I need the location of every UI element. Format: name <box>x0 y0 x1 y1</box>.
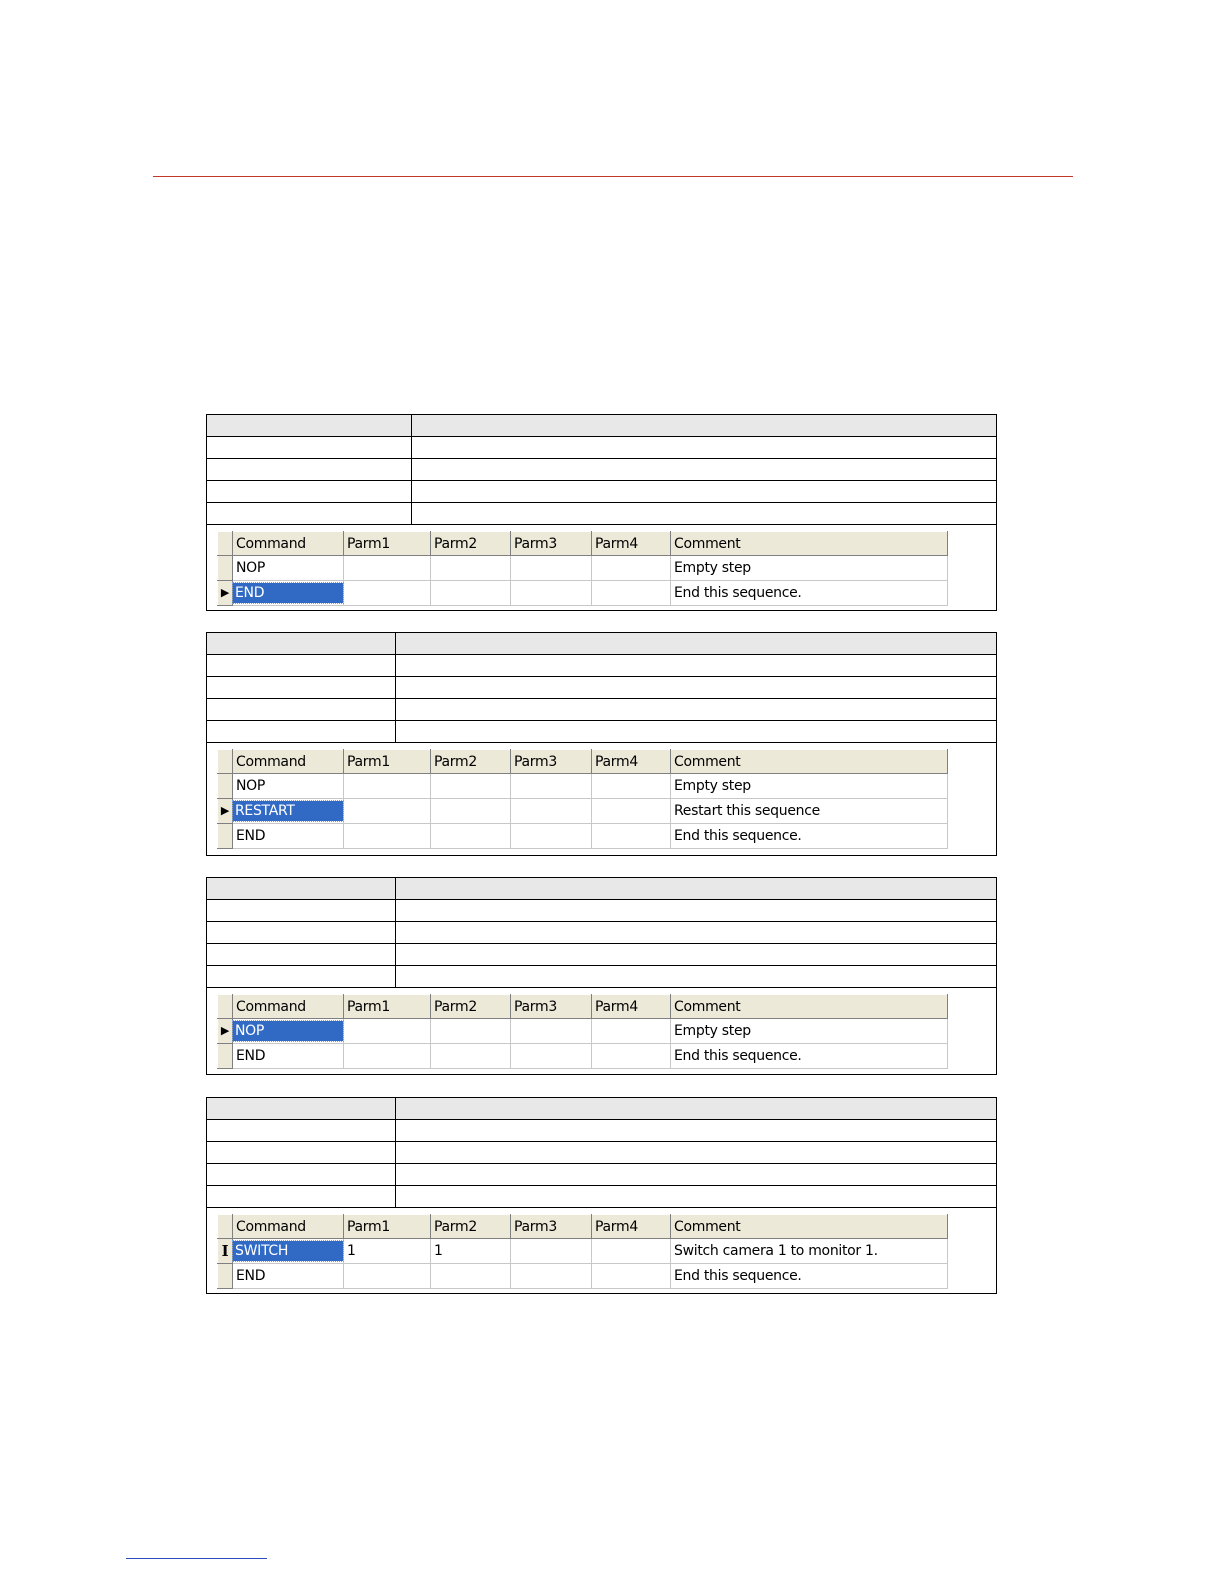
comment-cell[interactable]: Empty step <box>671 774 948 799</box>
command-cell-selected[interactable]: END <box>233 581 344 606</box>
row-indicator[interactable] <box>218 824 233 849</box>
parm2-cell[interactable] <box>431 581 511 606</box>
table-row[interactable] <box>218 556 948 581</box>
current-row-arrow-icon: ▶ <box>220 586 230 599</box>
comment-cell[interactable]: End this sequence. <box>671 1264 948 1289</box>
parm1-cell[interactable] <box>344 1019 431 1044</box>
column-header-parm1[interactable]: Parm1 <box>344 1215 431 1239</box>
sequence-block-1 <box>206 414 997 611</box>
column-header-comment[interactable]: Comment <box>671 750 948 774</box>
parm1-cell[interactable] <box>344 799 431 824</box>
row-indicator[interactable] <box>218 581 233 606</box>
parm4-cell[interactable] <box>592 581 671 606</box>
info-table <box>207 633 996 743</box>
parm2-cell[interactable] <box>431 1044 511 1069</box>
row-indicator-header <box>218 532 233 556</box>
row-indicator[interactable] <box>218 1239 233 1264</box>
parm3-cell[interactable] <box>511 1044 592 1069</box>
comment-cell[interactable]: End this sequence. <box>671 1044 948 1069</box>
command-cell-selected[interactable]: RESTART <box>233 799 344 824</box>
parm1-cell[interactable] <box>344 1044 431 1069</box>
table-row[interactable] <box>218 824 948 849</box>
parm4-cell[interactable] <box>592 556 671 581</box>
parm4-cell[interactable] <box>592 799 671 824</box>
row-indicator-header <box>218 1215 233 1239</box>
parm4-cell[interactable] <box>592 1044 671 1069</box>
column-header-parm4[interactable]: Parm4 <box>592 1215 671 1239</box>
info-table <box>207 878 996 988</box>
parm2-cell[interactable] <box>431 824 511 849</box>
parm3-cell[interactable] <box>511 1019 592 1044</box>
row-indicator[interactable] <box>218 1044 233 1069</box>
parm2-cell[interactable]: 1 <box>431 1239 511 1264</box>
parm2-cell[interactable] <box>431 1264 511 1289</box>
parm3-cell[interactable] <box>511 556 592 581</box>
parm2-cell[interactable] <box>431 774 511 799</box>
row-indicator-header <box>218 995 233 1019</box>
parm4-cell[interactable] <box>592 774 671 799</box>
parm4-cell[interactable] <box>592 1264 671 1289</box>
command-cell[interactable]: NOP <box>233 774 344 799</box>
column-header-parm4[interactable]: Parm4 <box>592 532 671 556</box>
parm1-cell[interactable] <box>344 1264 431 1289</box>
parm4-cell[interactable] <box>592 824 671 849</box>
column-header-parm3[interactable]: Parm3 <box>511 750 592 774</box>
header-rule <box>153 176 1073 177</box>
comment-cell[interactable]: Restart this sequence <box>671 799 948 824</box>
table-row-selected[interactable] <box>218 1019 948 1044</box>
parm3-cell[interactable] <box>511 799 592 824</box>
parm2-cell[interactable] <box>431 799 511 824</box>
sequence-block-2 <box>206 632 997 856</box>
table-row-selected[interactable] <box>218 799 948 824</box>
current-row-arrow-icon: ▶ <box>220 804 230 817</box>
table-row[interactable] <box>218 1264 948 1289</box>
sequence-block-3 <box>206 877 997 1075</box>
column-header-command[interactable]: Command <box>233 1215 344 1239</box>
parm2-cell[interactable] <box>431 556 511 581</box>
parm3-cell[interactable] <box>511 581 592 606</box>
edit-cursor-icon: I <box>221 1242 229 1260</box>
column-header-command[interactable]: Command <box>233 995 344 1019</box>
parm4-cell[interactable] <box>592 1019 671 1044</box>
column-header-comment[interactable]: Comment <box>671 532 948 556</box>
parm3-cell[interactable] <box>511 774 592 799</box>
command-cell[interactable]: END <box>233 1044 344 1069</box>
column-header-parm2[interactable]: Parm2 <box>431 995 511 1019</box>
column-header-comment[interactable]: Comment <box>671 995 948 1019</box>
column-header-parm1[interactable]: Parm1 <box>344 750 431 774</box>
sequence-grid[interactable] <box>217 749 948 849</box>
parm1-cell[interactable] <box>344 774 431 799</box>
column-header-parm3[interactable]: Parm3 <box>511 532 592 556</box>
command-cell-selected[interactable]: SWITCH <box>233 1239 344 1264</box>
info-table <box>207 1098 996 1208</box>
column-header-command[interactable]: Command <box>233 532 344 556</box>
command-cell[interactable]: END <box>233 824 344 849</box>
column-header-parm2[interactable]: Parm2 <box>431 1215 511 1239</box>
column-header-comment[interactable]: Comment <box>671 1215 948 1239</box>
row-indicator-header <box>218 750 233 774</box>
column-header-parm4[interactable]: Parm4 <box>592 995 671 1019</box>
table-row[interactable] <box>218 774 948 799</box>
row-indicator[interactable] <box>218 799 233 824</box>
parm1-cell[interactable] <box>344 556 431 581</box>
column-header-parm1[interactable]: Parm1 <box>344 995 431 1019</box>
parm1-cell[interactable] <box>344 824 431 849</box>
comment-cell[interactable]: Switch camera 1 to monitor 1. <box>671 1239 948 1264</box>
comment-cell[interactable]: End this sequence. <box>671 824 948 849</box>
command-cell[interactable]: NOP <box>233 556 344 581</box>
comment-cell[interactable]: End this sequence. <box>671 581 948 606</box>
sequence-grid[interactable] <box>217 994 948 1069</box>
footnote-rule <box>126 1558 267 1559</box>
parm3-cell[interactable] <box>511 1239 592 1264</box>
column-header-parm3[interactable]: Parm3 <box>511 995 592 1019</box>
column-header-parm4[interactable]: Parm4 <box>592 750 671 774</box>
parm1-cell[interactable]: 1 <box>344 1239 431 1264</box>
column-header-parm2[interactable]: Parm2 <box>431 532 511 556</box>
sequence-grid[interactable] <box>217 1214 948 1289</box>
parm3-cell[interactable] <box>511 1264 592 1289</box>
info-table <box>207 415 996 525</box>
parm4-cell[interactable] <box>592 1239 671 1264</box>
table-row-selected[interactable] <box>218 581 948 606</box>
table-row-selected[interactable] <box>218 1239 948 1264</box>
column-header-parm2[interactable]: Parm2 <box>431 750 511 774</box>
command-cell[interactable]: END <box>233 1264 344 1289</box>
comment-cell[interactable]: Empty step <box>671 1019 948 1044</box>
parm2-cell[interactable] <box>431 1019 511 1044</box>
row-indicator[interactable] <box>218 774 233 799</box>
row-indicator[interactable] <box>218 556 233 581</box>
sequence-block-4 <box>206 1097 997 1294</box>
sequence-grid[interactable] <box>217 531 948 606</box>
parm3-cell[interactable] <box>511 824 592 849</box>
command-cell-selected[interactable]: NOP <box>233 1019 344 1044</box>
parm1-cell[interactable] <box>344 581 431 606</box>
column-header-command[interactable]: Command <box>233 750 344 774</box>
table-row[interactable] <box>218 1044 948 1069</box>
comment-cell[interactable]: Empty step <box>671 556 948 581</box>
row-indicator[interactable] <box>218 1264 233 1289</box>
column-header-parm3[interactable]: Parm3 <box>511 1215 592 1239</box>
current-row-arrow-icon: ▶ <box>220 1024 230 1037</box>
column-header-parm1[interactable]: Parm1 <box>344 532 431 556</box>
row-indicator[interactable] <box>218 1019 233 1044</box>
